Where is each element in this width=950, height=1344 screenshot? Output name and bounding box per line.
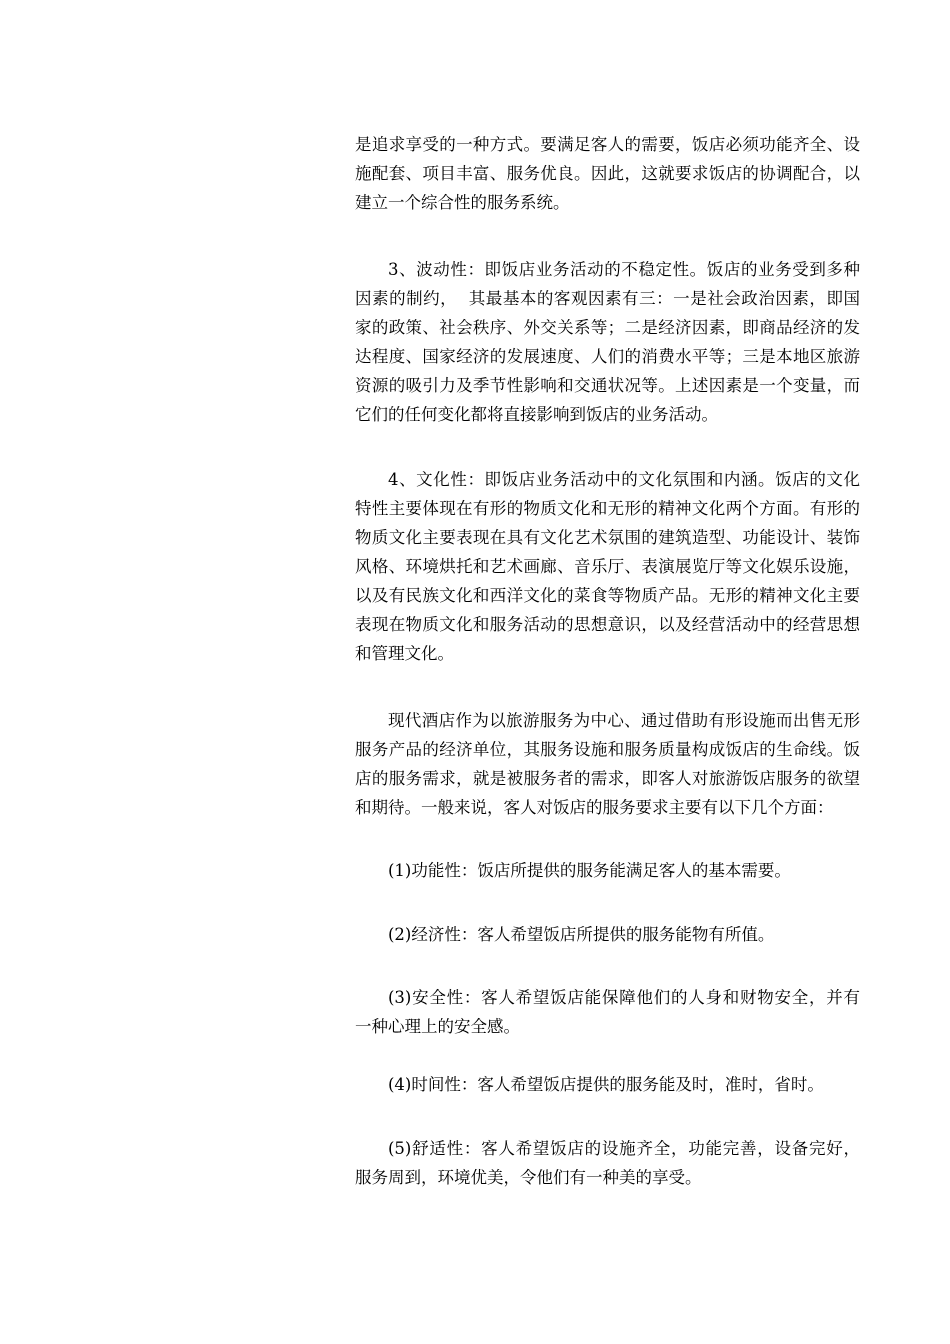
- text-line: (1)功能性：饭店所提供的服务能满足客人的基本需要。: [388, 861, 791, 880]
- paragraph: [355, 465, 860, 668]
- text-line: 它们的任何变化都将直接影响到饭店的业务活动。: [355, 405, 718, 424]
- list-item: [355, 856, 860, 885]
- list-item: [355, 983, 860, 1041]
- text-line: (4)时间性：客人希望饭店提供的服务能及时，准时，省时。: [388, 1075, 824, 1094]
- text-line: 特性主要体现在有形的物质文化和无形的精神文化两个方面。有形的: [355, 499, 860, 518]
- text-line: 和期待。一般来说，客人对饭店的服务要求主要有以下几个方面：: [355, 798, 834, 817]
- text-line: 家的政策、社会秩序、外交关系等；二是经济因素，即商品经济的发: [355, 318, 860, 337]
- text-line: 因素的制约， 其最基本的客观因素有三：一是社会政治因素，即国: [355, 289, 860, 308]
- text-line: 一种心理上的安全感。: [355, 1017, 520, 1036]
- text-line: 资源的吸引力及季节性影响和交通状况等。上述因素是一个变量，而: [355, 376, 860, 395]
- text-line: 施配套、项目丰富、服务优良。因此，这就要求饭店的协调配合，以: [355, 164, 860, 183]
- text-line: 是追求享受的一种方式。要满足客人的需要，饭店必须功能齐全、设: [355, 135, 860, 154]
- text-line: 4、文化性：即饭店业务活动中的文化氛围和内涵。饭店的文化: [388, 470, 860, 489]
- text-line: (2)经济性：客人希望饭店所提供的服务能物有所值。: [388, 925, 775, 944]
- text-line: (5)舒适性：客人希望饭店的设施齐全，功能完善，设备完好，: [388, 1139, 860, 1158]
- text-line: 现代酒店作为以旅游服务为中心、通过借助有形设施而出售无形: [388, 711, 860, 730]
- paragraph: [355, 130, 860, 217]
- list-item: [355, 1134, 860, 1192]
- text-line: 服务周到，环境优美，令他们有一种美的享受。: [355, 1168, 702, 1187]
- list-item: [355, 920, 860, 949]
- text-line: 以及有民族文化和西洋文化的菜食等物质产品。无形的精神文化主要: [355, 586, 860, 605]
- text-line: 3、波动性：即饭店业务活动的不稳定性。饭店的业务受到多种: [388, 260, 860, 279]
- text-line: (3)安全性：客人希望饭店能保障他们的人身和财物安全，并有: [388, 988, 860, 1007]
- text-line: 达程度、国家经济的发展速度、人们的消费水平等；三是本地区旅游: [355, 347, 860, 366]
- text-line: 店的服务需求，就是被服务者的需求，即客人对旅游饭店服务的欲望: [355, 769, 860, 788]
- text-line: 风格、环境烘托和艺术画廊、音乐厅、表演展览厅等文化娱乐设施，: [355, 557, 860, 576]
- text-line: 建立一个综合性的服务系统。: [355, 193, 570, 212]
- text-line: 表现在物质文化和服务活动的思想意识，以及经营活动中的经营思想: [355, 615, 860, 634]
- text-line: 和管理文化。: [355, 644, 454, 663]
- text-line: 物质文化主要表现在具有文化艺术氛围的建筑造型、功能设计、装饰: [355, 528, 860, 547]
- text-line: 服务产品的经济单位，其服务设施和服务质量构成饭店的生命线。饭: [355, 740, 860, 759]
- paragraph: [355, 706, 860, 822]
- paragraph: [355, 255, 860, 429]
- list-item: [355, 1070, 860, 1099]
